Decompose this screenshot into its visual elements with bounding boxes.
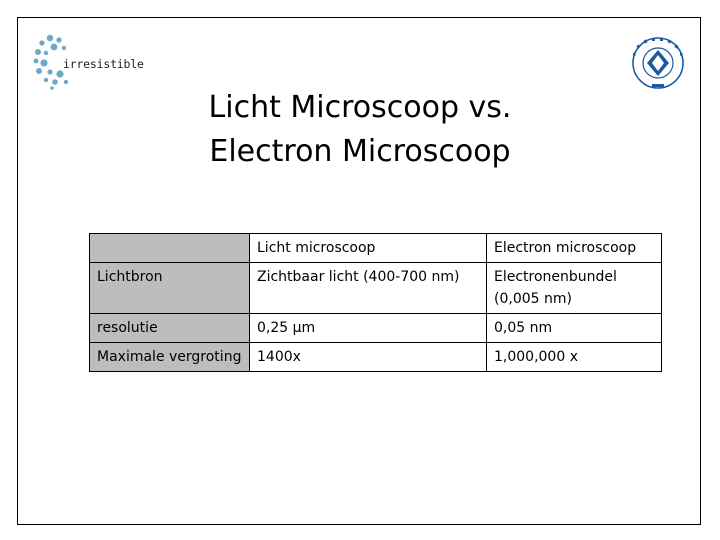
university-seal-icon xyxy=(628,36,688,92)
cell-light: Zichtbaar licht (400-700 nm) xyxy=(250,263,487,314)
irresistible-logo xyxy=(30,30,160,92)
cell-light: 0,25 µm xyxy=(250,314,487,343)
row-label: Lichtbron xyxy=(90,263,250,314)
row-label: Maximale vergroting xyxy=(90,343,250,372)
comparison-table xyxy=(89,233,662,372)
cell-electron: Electronenbundel (0,005 nm) xyxy=(487,263,662,314)
table-row xyxy=(90,314,662,343)
header-cell-light: Licht microscoop xyxy=(250,234,487,263)
logo-text: irresistible xyxy=(63,57,144,71)
title-line-1: Licht Microscoop vs. xyxy=(208,90,512,125)
table-row xyxy=(90,343,662,372)
header-cell-empty xyxy=(90,234,250,263)
table-header-row xyxy=(90,234,662,263)
slide-title xyxy=(100,86,620,174)
university-seal xyxy=(628,36,688,92)
title-line-2: Electron Microscoop xyxy=(209,134,511,169)
cell-electron: 1,000,000 x xyxy=(487,343,662,372)
header-cell-electron: Electron microscoop xyxy=(487,234,662,263)
cell-electron: 0,05 nm xyxy=(487,314,662,343)
row-label: resolutie xyxy=(90,314,250,343)
cell-light: 1400x xyxy=(250,343,487,372)
table-row xyxy=(90,263,662,314)
